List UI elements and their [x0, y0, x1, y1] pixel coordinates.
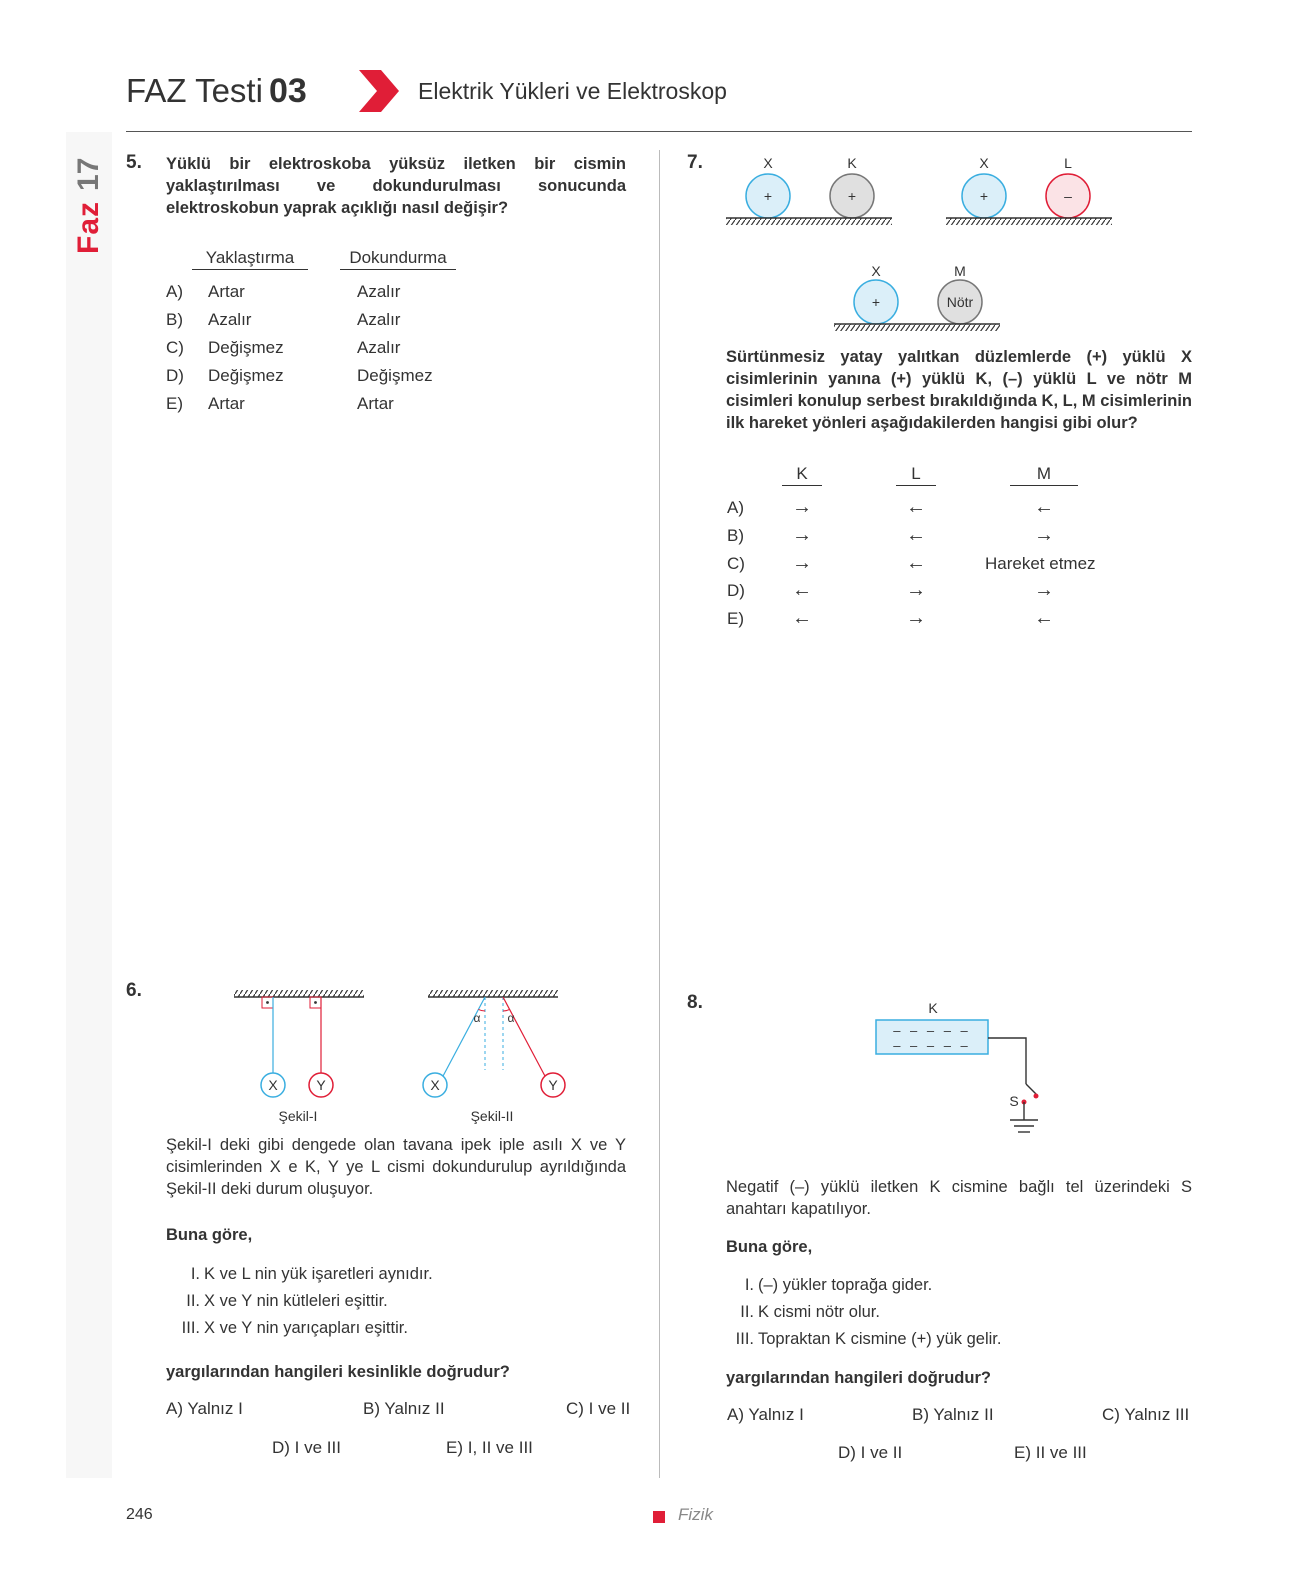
test-label: FAZ Testi	[126, 72, 263, 109]
option-value: Değişmez	[357, 366, 433, 385]
question-lead: Buna göre,	[166, 1226, 253, 1244]
column-header: Dokundurma	[349, 248, 447, 267]
label-s: S	[1009, 1093, 1019, 1109]
option-letter: B)	[166, 310, 183, 329]
header-rule	[126, 131, 1192, 132]
question-number: 7.	[687, 152, 703, 173]
charges-figure	[720, 150, 1120, 340]
pendulum-figure	[220, 978, 580, 1128]
label-x: X	[871, 263, 881, 279]
grounding-figure	[870, 998, 1060, 1148]
side-tab-number: 17	[72, 157, 105, 191]
statement-text: (–) yükler toprağa gider.	[758, 1276, 933, 1294]
column-header-rule	[340, 269, 456, 270]
question-text: Yüklü bir elektroskoba yüksüz iletken bir cismin yaklaştırılması ve dokundurulması sonucunda elektroskobun yaprak açıklığı nasıl değişir?	[166, 155, 626, 217]
option-letter: B)	[727, 526, 744, 545]
arrow-icon: →	[906, 579, 926, 601]
arrow-icon: →	[1034, 579, 1054, 601]
charge-row: – – – – –	[893, 1038, 971, 1053]
question-prompt: yargılarından hangileri doğrudur?	[726, 1369, 991, 1387]
column-header: K	[796, 464, 808, 483]
choice-e[interactable]: E) I, II ve III	[446, 1438, 533, 1457]
side-band	[66, 132, 112, 1478]
subject-title: Elektrik Yükleri ve Elektroskop	[418, 78, 727, 104]
option-value: Artar	[208, 394, 245, 413]
label-k: K	[847, 155, 857, 171]
question-lead: Buna göre,	[726, 1238, 813, 1256]
arrow-icon: ←	[906, 496, 926, 518]
column-header: M	[1036, 464, 1052, 483]
charge-sign: +	[979, 188, 989, 204]
side-tab-word: Faz	[72, 200, 105, 254]
choice-b[interactable]: B) Yalnız II	[363, 1399, 445, 1418]
statement-roman: I.	[190, 1265, 200, 1283]
question-number: 6.	[126, 980, 142, 1001]
statement-roman: II.	[186, 1292, 200, 1310]
choice-b[interactable]: B) Yalnız II	[912, 1405, 994, 1424]
ground-icon	[1010, 1120, 1038, 1132]
column-header: L	[911, 464, 921, 483]
column-header-rule	[192, 269, 308, 270]
option-letter: A)	[166, 282, 183, 301]
option-value: Artar	[357, 394, 394, 413]
arrow-icon: →	[792, 524, 812, 546]
option-value: Azalır	[208, 310, 252, 329]
charge-sign: +	[847, 188, 857, 204]
column-header-rule	[896, 485, 936, 486]
arrow-icon: ←	[906, 524, 926, 546]
label-x: X	[979, 155, 989, 171]
question-prompt: yargılarından hangileri kesinlikle doğrudur?	[166, 1363, 510, 1381]
angle-label: α	[473, 1011, 481, 1025]
option-letter: D)	[727, 581, 745, 600]
switch-contact	[1034, 1094, 1039, 1099]
option-letter: E)	[166, 394, 183, 413]
label-m: M	[954, 263, 966, 279]
option-letter: C)	[727, 554, 745, 573]
charge-sign: +	[763, 188, 773, 204]
ball-x-label: X	[430, 1077, 440, 1093]
ground-hatch	[946, 218, 1112, 225]
arrow-icon: ←	[792, 579, 812, 601]
switch-lever[interactable]	[1026, 1084, 1036, 1094]
choice-a[interactable]: A) Yalnız I	[727, 1405, 804, 1424]
wire	[988, 1038, 1026, 1084]
label-k: K	[928, 1000, 938, 1016]
option-letter: D)	[166, 366, 184, 385]
column-header-rule	[1010, 485, 1078, 486]
ceiling-hatch	[234, 990, 364, 997]
option-value: Değişmez	[208, 338, 284, 357]
ball-x-label: X	[268, 1077, 278, 1093]
statement-text: X ve Y nin yarıçapları eşittir.	[204, 1319, 408, 1337]
option-value: Azalır	[357, 338, 401, 357]
ball-y-label: Y	[548, 1077, 558, 1093]
option-value: Artar	[208, 282, 245, 301]
charge-sign: –	[1064, 188, 1072, 204]
question-text: Şekil-I deki gibi dengede olan tavana ipek iple asılı X ve Y cisimlerinden X e K, Y ye L cismi dokundurulup ayrıldığında Şekil-II deki durum oluşuyor.	[166, 1136, 626, 1198]
option-letter: A)	[727, 498, 744, 517]
statement-text: K cismi nötr olur.	[758, 1303, 880, 1321]
neutral-label: Nötr	[946, 294, 974, 310]
arrow-icon: ←	[1034, 607, 1054, 629]
chevron-right-icon	[357, 68, 401, 114]
ceiling-hatch	[428, 990, 558, 997]
figure-caption: Şekil-I	[278, 1108, 318, 1124]
statement-text: K ve L nin yük işaretleri aynıdır.	[204, 1265, 433, 1283]
statement-roman: III.	[181, 1319, 200, 1337]
choice-e[interactable]: E) II ve III	[1014, 1443, 1087, 1462]
arrow-icon: ←	[792, 607, 812, 629]
question-number: 8.	[687, 992, 703, 1013]
footer-square-icon	[653, 1511, 665, 1523]
arrow-icon: ←	[1034, 496, 1054, 518]
ball-y-label: Y	[316, 1077, 326, 1093]
label-x: X	[763, 155, 773, 171]
option-value: Azalır	[357, 282, 401, 301]
label-l: L	[1064, 155, 1072, 171]
arrow-icon: →	[1034, 524, 1054, 546]
charge-row: – – – – –	[893, 1023, 971, 1038]
test-title	[126, 72, 307, 111]
statement-roman: II.	[740, 1303, 754, 1321]
choice-c[interactable]: C) I ve II	[566, 1399, 631, 1418]
ground-hatch	[726, 218, 892, 225]
statement-roman: I.	[744, 1276, 754, 1294]
arrow-icon: ←	[906, 552, 926, 574]
option-value: Hareket etmez	[985, 554, 1096, 573]
ground-hatch	[834, 324, 1000, 331]
column-separator	[659, 150, 660, 1478]
side-tab	[67, 150, 111, 254]
column-header-rule	[782, 485, 822, 486]
option-letter: E)	[727, 609, 744, 628]
question-text: Sürtünmesiz yatay yalıtkan düzlemlerde (+) yüklü X cisimlerinin yanına (+) yüklü K, (–) yüklü L ve nötr M cisimleri konulup serbest bırakıldığında K, L, M cisimlerinin ilk hareket yönleri aşağıdakilerden hangisi gibi olur?	[726, 348, 1192, 432]
statement-roman: III.	[735, 1330, 754, 1348]
question-text: Negatif (–) yüklü iletken K cismine bağlı tel üzerindeki S anahtarı kapatılıyor.	[726, 1178, 1192, 1218]
arrow-icon: →	[792, 496, 812, 518]
choice-d[interactable]: D) I ve III	[272, 1438, 341, 1457]
option-letter: C)	[166, 338, 184, 357]
choice-c[interactable]: C) Yalnız III	[1102, 1405, 1190, 1424]
footer-subject: Fizik	[678, 1505, 713, 1524]
statement-text: X ve Y nin kütleleri eşittir.	[204, 1292, 388, 1310]
test-number: 03	[268, 72, 307, 110]
string-y	[503, 997, 546, 1078]
option-value: Değişmez	[208, 366, 284, 385]
charge-sign: +	[871, 294, 881, 310]
angle-label: α	[507, 1011, 515, 1025]
arrow-icon: →	[792, 552, 812, 574]
question-number: 5.	[126, 152, 142, 173]
string-x	[442, 997, 485, 1078]
column-header: Yaklaştırma	[205, 248, 295, 267]
arrow-icon: →	[906, 607, 926, 629]
option-value: Azalır	[357, 310, 401, 329]
statement-text: Topraktan K cismine (+) yük gelir.	[758, 1330, 1002, 1348]
choice-a[interactable]: A) Yalnız I	[166, 1399, 243, 1418]
figure-caption: Şekil-II	[470, 1108, 514, 1124]
choice-d[interactable]: D) I ve II	[838, 1443, 903, 1462]
page-number: 246	[126, 1506, 153, 1523]
